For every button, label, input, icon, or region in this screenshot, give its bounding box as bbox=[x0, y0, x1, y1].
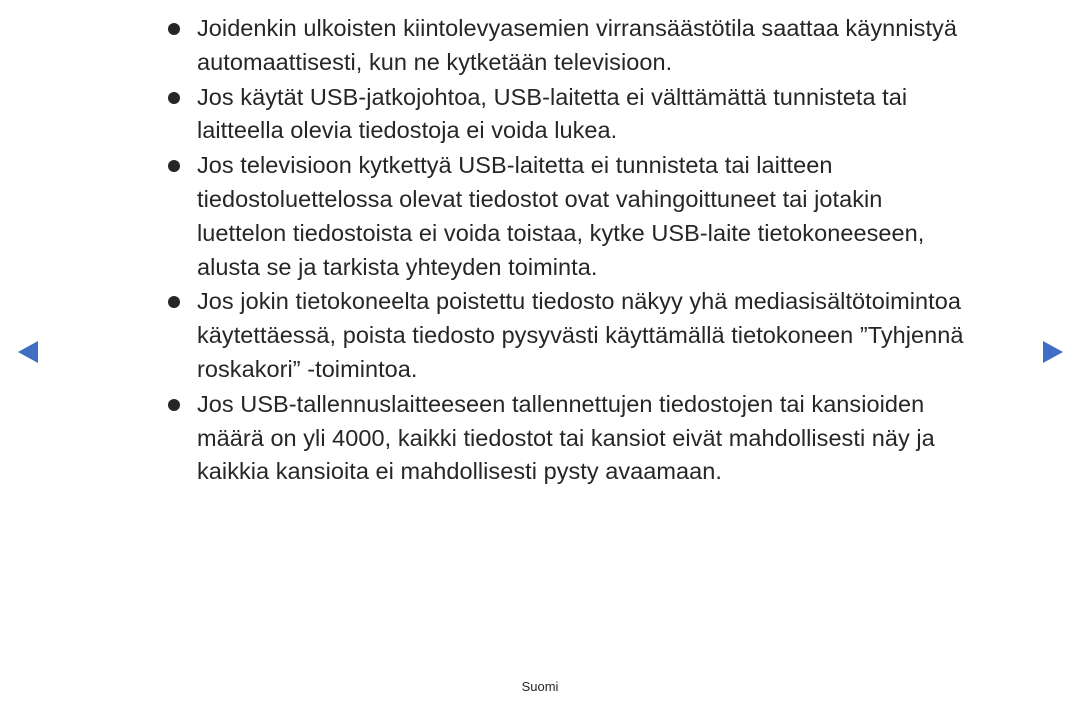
bullet-dot-icon bbox=[168, 160, 180, 172]
list-item-line: Jos USB-tallennuslaitteeseen tallennettujen tiedostojen tai kansioiden bbox=[197, 390, 925, 417]
list-item-line: kaikkia kansioita ei mahdollisesti pysty avaamaan. bbox=[197, 458, 722, 485]
bullet-dot-icon bbox=[168, 296, 180, 308]
list-item-line: Jos jokin tietokoneelta poistettu tiedosto näkyy yhä mediasisältötoimintoa bbox=[197, 288, 961, 315]
footer-language: Suomi bbox=[521, 679, 559, 694]
list-item-line: Jos käytät USB-jatkojohtoa, USB-laitetta ei välttämättä tunnisteta tai bbox=[197, 83, 908, 110]
list-item bbox=[197, 81, 1037, 149]
list-item-line: määrä on yli 4000, kaikki tiedostot tai kansiot eivät mahdollisesti näy ja bbox=[197, 424, 935, 451]
list-item bbox=[197, 388, 1037, 489]
list-item-line: tiedostoluettelossa olevat tiedostot ovat vahingoittuneet tai jotakin bbox=[197, 185, 883, 212]
list-item-line: roskakori” -toimintoa. bbox=[197, 355, 418, 382]
list-item bbox=[197, 285, 1037, 386]
triangle-right-icon[interactable] bbox=[1043, 341, 1063, 363]
list-item-line: laitteella olevia tiedostoja ei voida lukea. bbox=[197, 117, 618, 144]
list-item bbox=[197, 149, 1037, 284]
bullet-dot-icon bbox=[168, 92, 180, 104]
list-item-line: Joidenkin ulkoisten kiintolevyasemien virransäästötila saattaa käynnistyä bbox=[197, 15, 957, 41]
list-item-line: automaattisesti, kun ne kytketään televisioon. bbox=[197, 48, 673, 75]
list-item bbox=[197, 12, 1037, 80]
bullet-dot-icon bbox=[168, 23, 180, 35]
bullet-list bbox=[197, 12, 1037, 490]
list-item-line: luettelon tiedostoista ei voida toistaa, kytke USB-laite tietokoneeseen, bbox=[197, 219, 925, 246]
list-item-line: alusta se ja tarkista yhteyden toiminta. bbox=[197, 253, 598, 280]
bullet-dot-icon bbox=[168, 399, 180, 411]
triangle-left-icon[interactable] bbox=[18, 341, 38, 363]
list-item-line: käytettäessä, poista tiedosto pysyvästi käyttämällä tietokoneen ”Tyhjennä bbox=[197, 322, 964, 349]
list-item-line: Jos televisioon kytkettyä USB-laitetta ei tunnisteta tai laitteen bbox=[197, 152, 833, 179]
